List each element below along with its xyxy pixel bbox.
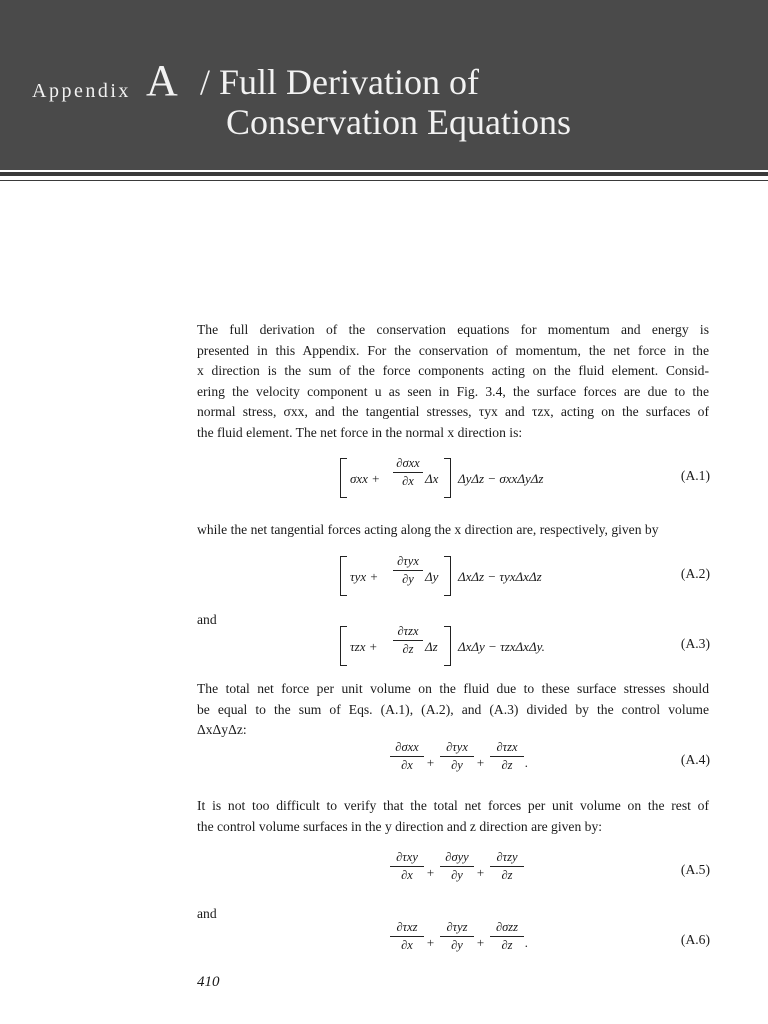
- plus-sign: +: [476, 935, 485, 950]
- fraction-bar: [490, 756, 524, 757]
- eq-tail: ΔxΔy − τzxΔxΔy.: [458, 639, 545, 654]
- equation-a4: [200, 740, 710, 786]
- equation-a1: [200, 456, 710, 502]
- eq-fraction: [440, 850, 474, 883]
- equation-a6: [200, 920, 710, 966]
- plus-sign: +: [426, 755, 435, 770]
- appendix-letter: A: [146, 56, 178, 105]
- left-bracket: [340, 626, 347, 666]
- eq-lead: τyx +: [350, 569, 379, 584]
- right-bracket: [444, 556, 451, 596]
- equation-label: (A.6): [680, 932, 710, 947]
- fraction-numerator: ∂τyx: [397, 554, 419, 568]
- eq-fraction: [393, 554, 423, 587]
- appendix-label: Appendix: [32, 80, 131, 102]
- eq-fraction: [390, 850, 424, 883]
- fraction-denominator: ∂z: [501, 758, 513, 772]
- text-line: the control volume surfaces in the y direction and z direction are given by:: [197, 818, 603, 834]
- plus-sign: +: [426, 935, 435, 950]
- text-line: ering the velocity component u as seen in Fig. 3.4, the surface forces are due to the: [197, 383, 709, 399]
- fraction-denominator: ∂y: [451, 938, 463, 952]
- paragraph-total-force: [197, 679, 709, 741]
- plus-sign: +: [476, 865, 485, 880]
- text-line: while the net tangential forces acting along the x direction are, respectively, given by: [197, 522, 659, 537]
- fraction-numerator: ∂σxx: [395, 740, 419, 754]
- period: .: [525, 935, 529, 950]
- fraction-bar: [440, 936, 474, 937]
- fraction-denominator: ∂z: [501, 868, 513, 882]
- eq-inner: Δy: [425, 569, 439, 584]
- fraction-bar: [393, 570, 423, 571]
- fraction-denominator: ∂y: [451, 758, 463, 772]
- text-line: The total net force per unit volume on the fluid due to these surface stresses should: [197, 681, 709, 696]
- fraction-numerator: ∂τzx: [397, 624, 419, 638]
- fraction-numerator: ∂τxy: [396, 850, 418, 864]
- text-line: normal stress, σxx, and the tangential stresses, τyx and τzx, acting on the surfaces of: [197, 404, 709, 420]
- eq-lead: σxx +: [350, 471, 380, 486]
- plus-sign: +: [426, 865, 435, 880]
- fraction-numerator: ∂σxx: [396, 456, 420, 470]
- eq-fraction: [440, 740, 474, 773]
- plus-sign: +: [476, 755, 485, 770]
- text-line: x direction is the sum of the force components acting on the fluid element. Consid-: [197, 363, 709, 379]
- eq-fraction: [490, 740, 524, 773]
- paragraph-tangential: [197, 520, 709, 541]
- fraction-bar: [440, 866, 474, 867]
- paragraph-intro: [197, 320, 709, 444]
- eq-fraction: [440, 920, 474, 953]
- chapter-title-line-2: Conservation Equations: [226, 102, 571, 142]
- fraction-denominator: ∂x: [401, 758, 413, 772]
- text-line: ΔxΔyΔz:: [197, 722, 247, 738]
- paragraph-other-directions: [197, 796, 709, 837]
- fraction-bar: [440, 756, 474, 757]
- eq-fraction: [393, 624, 423, 657]
- fraction-bar: [390, 756, 424, 757]
- period: .: [525, 755, 529, 770]
- eq-lead: τzx +: [350, 639, 378, 654]
- fraction-denominator: ∂y: [402, 572, 414, 586]
- equation-label: (A.1): [680, 468, 710, 483]
- fraction-denominator: ∂z: [402, 642, 414, 656]
- fraction-denominator: ∂x: [401, 938, 413, 952]
- eq-inner: Δz: [425, 639, 438, 654]
- equation-label: (A.4): [680, 752, 710, 767]
- left-bracket: [340, 458, 347, 498]
- right-bracket: [444, 458, 451, 498]
- left-bracket: [340, 556, 347, 596]
- fraction-bar: [490, 866, 524, 867]
- right-bracket: [444, 626, 451, 666]
- fraction-denominator: ∂y: [451, 868, 463, 882]
- equation-label: (A.2): [680, 566, 710, 581]
- fraction-denominator: ∂x: [402, 474, 414, 488]
- eq-fraction: [393, 456, 423, 489]
- connector-and: and: [197, 612, 217, 627]
- fraction-numerator: ∂τzx: [496, 740, 518, 754]
- header-rule-thin: [0, 180, 768, 181]
- fraction-numerator: ∂τyx: [446, 740, 468, 754]
- chapter-title-line-1: / Full Derivation of: [200, 62, 479, 102]
- equation-a5: [200, 850, 710, 896]
- equation-a2: [200, 554, 710, 600]
- connector-and: and: [197, 906, 217, 921]
- fraction-bar: [393, 472, 423, 473]
- fraction-bar: [490, 936, 524, 937]
- fraction-numerator: ∂σzz: [495, 920, 519, 934]
- fraction-numerator: ∂τxz: [396, 920, 418, 934]
- eq-inner: Δx: [425, 471, 439, 486]
- fraction-numerator: ∂τzy: [496, 850, 518, 864]
- eq-fraction: [390, 740, 424, 773]
- text-line: It is not too difficult to verify that the total net forces per unit volume on the rest of: [197, 798, 709, 813]
- equation-label: (A.3): [680, 636, 710, 651]
- equation-label: (A.5): [680, 862, 710, 877]
- fraction-denominator: ∂z: [501, 938, 513, 952]
- fraction-bar: [390, 866, 424, 867]
- header-rule-thick: [0, 172, 768, 176]
- text-line: presented in this Appendix. For the conservation of momentum, the net force in the: [197, 342, 709, 358]
- eq-fraction: [390, 920, 424, 953]
- equation-a3: [200, 624, 710, 670]
- text-line: be equal to the sum of Eqs. (A.1), (A.2), and (A.3) divided by the control volume: [197, 701, 709, 717]
- page-number: 410: [197, 974, 220, 990]
- eq-fraction: [490, 920, 524, 953]
- fraction-bar: [390, 936, 424, 937]
- fraction-bar: [393, 640, 423, 641]
- eq-fraction: [490, 850, 524, 883]
- eq-tail: ΔyΔz − σxxΔyΔz: [458, 471, 544, 486]
- fraction-numerator: ∂τyz: [446, 920, 468, 934]
- fraction-denominator: ∂x: [401, 868, 413, 882]
- text-line: The full derivation of the conservation equations for momentum and energy is: [197, 322, 709, 337]
- fraction-numerator: ∂σyy: [445, 850, 469, 864]
- text-line: the fluid element. The net force in the normal x direction is:: [197, 424, 523, 440]
- eq-tail: ΔxΔz − τyxΔxΔz: [458, 569, 542, 584]
